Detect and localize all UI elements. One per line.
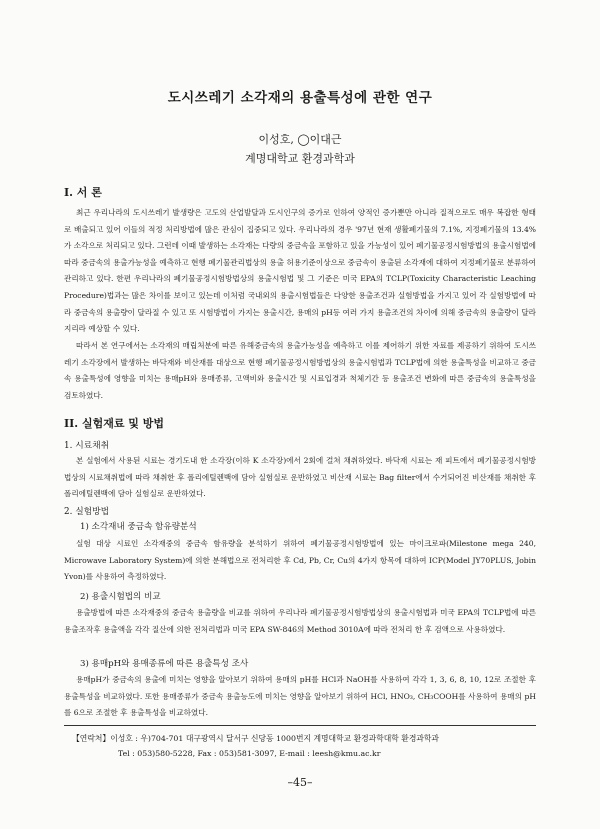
sampling-paragraph: 본 실험에서 사용된 시료는 경기도내 한 소각장(이하 K 소각장)에서 2회에 걸쳐 채취하였다. 바닥재 시료는 재 피트에서 폐기물공정시험방법상의 시료채취법에 따라 채취한 후 폴리에틸렌백에 담아 실험실로 운반하였고 비산재 시료는 Bag filter에서 수거되어진 비산재를 채취한 후 폴리에틸렌백에 담아 실험실로 운반하였다.	[64, 456, 536, 499]
leaching-comparison-paragraph: 용출방법에 따른 소각재중의 중금속 용출량을 비교를 위하여 우리나라 폐기물공정시험방법상의 용출시험법과 미국 EPA의 TCLP법에 따른 용출조작후 용출액을 각각 질산에 의한 전처리법과 미국 EPA SW-846의 Method 3010A에 따라 전처리 한 후 검액으로 사용하였다.	[64, 608, 536, 634]
footnote-divider	[64, 725, 536, 726]
subsection-methods: 2. 실험방법	[64, 507, 110, 517]
author-list: 이성호, ◯이대근	[258, 133, 342, 146]
section-heading-methods: II. 실험재료 및 방법	[64, 417, 164, 430]
affiliation: 계명대학교 환경과학과	[245, 152, 355, 165]
page-number: –45–	[287, 776, 313, 789]
contact-footnote-line-1: 【연락처】이성호 : 우)704-701 대구광역시 달서구 신당동 1000번지 계명대학교 환경과학대학 환경과학과	[72, 734, 439, 743]
subsection-sampling: 1. 시료채취	[64, 441, 110, 451]
ph-solvent-paragraph: 용매pH가 중금속의 용출에 미치는 영향을 알아보기 위하여 용매의 pH를 HCl과 NaOH를 사용하여 각각 1, 3, 6, 8, 10, 12로 조절한 후 용출특성을 비교하였다. 또한 용매종류가 중금속 용출능도에 미치는 영향을 알아보기 위하여 HCl, HNO₃, CH₃COOH를 사용하여 용매의 pH를 6으로 조절한 후 용출특성을 비교하였다.	[64, 675, 536, 718]
subsection-heavy-metal-analysis: 1) 소각재내 중금속 함유량분석	[80, 522, 197, 532]
intro-paragraph-1: 최근 우리나라의 도시쓰레기 발생량은 고도의 산업발달과 도시인구의 증가로 인하여 양적인 증가뿐만 아니라 질적으로도 매우 복잡한 형태로 배출되고 있어 이들의 적정 처리방법에 많은 관심이 집중되고 있다. 우리나라의 경우 '97년 현재 생활폐기물의 7.1%, 지정폐기물의 13.4%가 소각으로 처리되고 있다. 그런데 이때 발생하는 소각재는 다량의 중금속을 포함하고 있을 가능성이 있어 폐기물공정시험방법의 용출시험법에 따라 중금속의 용출가능성을 예측하고 현행 폐기물관리법상의 용출 허용기준이상으로 중금속이 용출된 소각재에 대하여 지정폐기물로 분류하여 관리하고 있다. 한편 우리나라의 폐기물공정시험방법상의 용출시험법 및 그 기준은 미국 EPA의 TCLP(Toxicity Characteristic Leaching Procedure)법과는 많은 차이를 보이고 있는데 이처럼 국내외의 용출시험법들은 다양한 용출조건과 실험방법을 가지고 있어 각 실험방법에 따라 중금속의 용출량이 달라질 수 있고 또 시험방법이 가지는 용출시간, 용매의 pH등 여러 가지 용출조건의 차이에 의해 중금속의 용출량이 달라지리라 예상할 수 있다.	[64, 208, 536, 334]
subsection-ph-solvent: 3) 용매pH와 용매종류에 따른 용출특성 조사	[80, 659, 249, 669]
section-heading-introduction: I. 서 론	[64, 186, 102, 199]
intro-paragraph-2: 따라서 본 연구에서는 소각재의 매립처분에 따른 유해중금속의 용출가능성을 예측하고 이를 제어하기 위한 자료를 제공하기 위하여 도시쓰레기 소각장에서 발생하는 바닥재와 비산재를 대상으로 현행 폐기물공정시험방법상의 용출시험법과 TCLP법에 의한 용출특성을 비교하고 중금속 용출특성에 영향을 미치는 용매pH와 용매종류, 고액비와 용출시간 및 시료입경과 척체기간 등 용출조건 변화에 따른 중금속의 용출특성을 검토하였다.	[64, 341, 536, 400]
subsection-leaching-comparison: 2) 용출시험법의 비교	[80, 592, 161, 602]
heavy-metal-analysis-paragraph: 실험 대상 시료인 소각재중의 중금속 함유량을 분석하기 위하여 폐기물공정시험방법에 있는 마이크로파(Milestone mega 240, Microwave Laboratory System)에 의한 분해법으로 전처리한 후 Cd, Pb, Cr, Cu의 4가지 항목에 대하여 ICP(Model JY70PLUS, Jobin Yvon)를 사용하여 측정하였다.	[64, 539, 536, 582]
contact-footnote-line-2: Tel : 053)580-5228, Fax : 053)581-3097, E-mail : leesh@kmu.ac.kr	[118, 749, 381, 758]
paper-title: 도시쓰레기 소각재의 용출특성에 관한 연구	[167, 90, 433, 106]
